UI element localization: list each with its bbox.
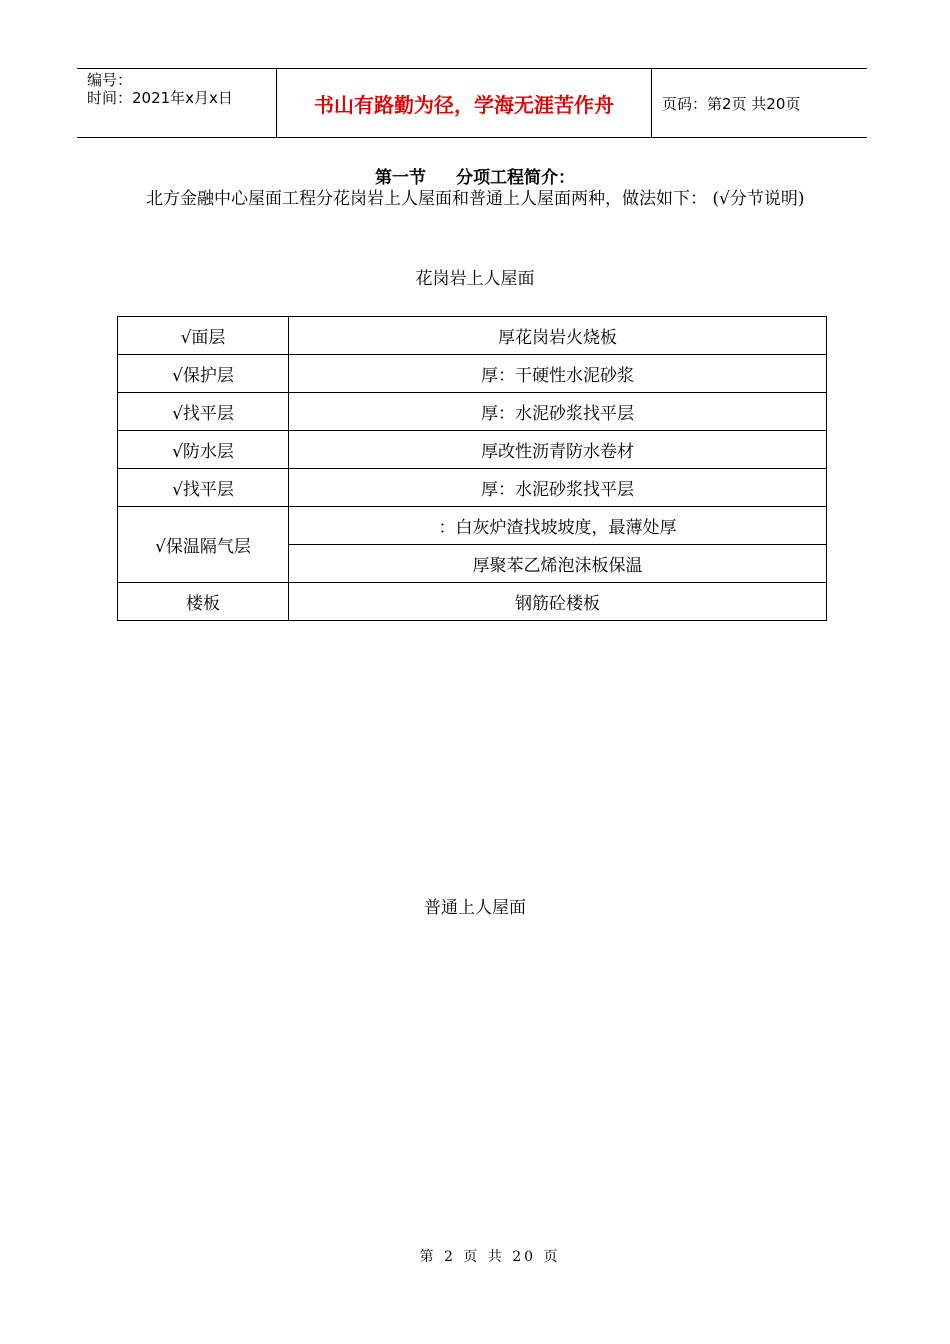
layer-name: √找平层	[118, 393, 289, 431]
table-row	[118, 507, 827, 545]
layer-desc: 厚：水泥砂浆找平层	[289, 393, 827, 431]
table-row	[118, 583, 827, 621]
layer-name: √找平层	[118, 469, 289, 507]
table-row	[118, 469, 827, 507]
granite-roof-table	[117, 316, 827, 621]
layer-name: √防水层	[118, 431, 289, 469]
table-row	[118, 317, 827, 355]
layer-name: √保温隔气层	[118, 507, 289, 583]
time-label: 时间：2021年x月x日	[87, 89, 233, 107]
layer-desc: 厚聚苯乙烯泡沫板保温	[289, 545, 827, 583]
normal-roof-caption: 普通上人屋面	[424, 898, 526, 918]
header-page-info: 页码：第2页 共20页	[662, 94, 801, 113]
layer-name: √面层	[118, 317, 289, 355]
layer-name: 楼板	[118, 583, 289, 621]
table-row	[118, 431, 827, 469]
document-header	[77, 68, 867, 138]
header-motto: 书山有路勤为径，学海无涯苦作舟	[277, 69, 652, 137]
table-row	[118, 355, 827, 393]
section-title	[0, 163, 950, 188]
section-number: 第一节	[375, 168, 426, 188]
section-name: 分项工程简介：	[456, 168, 575, 188]
number-label: 编号：	[87, 71, 133, 89]
layer-desc: ：白灰炉渣找坡坡度，最薄处厚	[289, 507, 827, 545]
layer-desc: 厚：干硬性水泥砂浆	[289, 355, 827, 393]
layer-name: √保护层	[118, 355, 289, 393]
header-meta	[77, 69, 277, 137]
table-row	[118, 393, 827, 431]
page-footer: 第 2 页 共 20 页	[419, 1249, 561, 1265]
intro-paragraph: 北方金融中心屋面工程分花岗岩上人屋面和普通上人屋面两种，做法如下： (√分节说明)	[146, 189, 805, 209]
layer-desc: 钢筋砼楼板	[289, 583, 827, 621]
layer-desc: 厚：水泥砂浆找平层	[289, 469, 827, 507]
layer-desc: 厚改性沥青防水卷材	[289, 431, 827, 469]
granite-roof-caption: 花岗岩上人屋面	[415, 269, 535, 289]
layer-desc: 厚花岗岩火烧板	[289, 317, 827, 355]
